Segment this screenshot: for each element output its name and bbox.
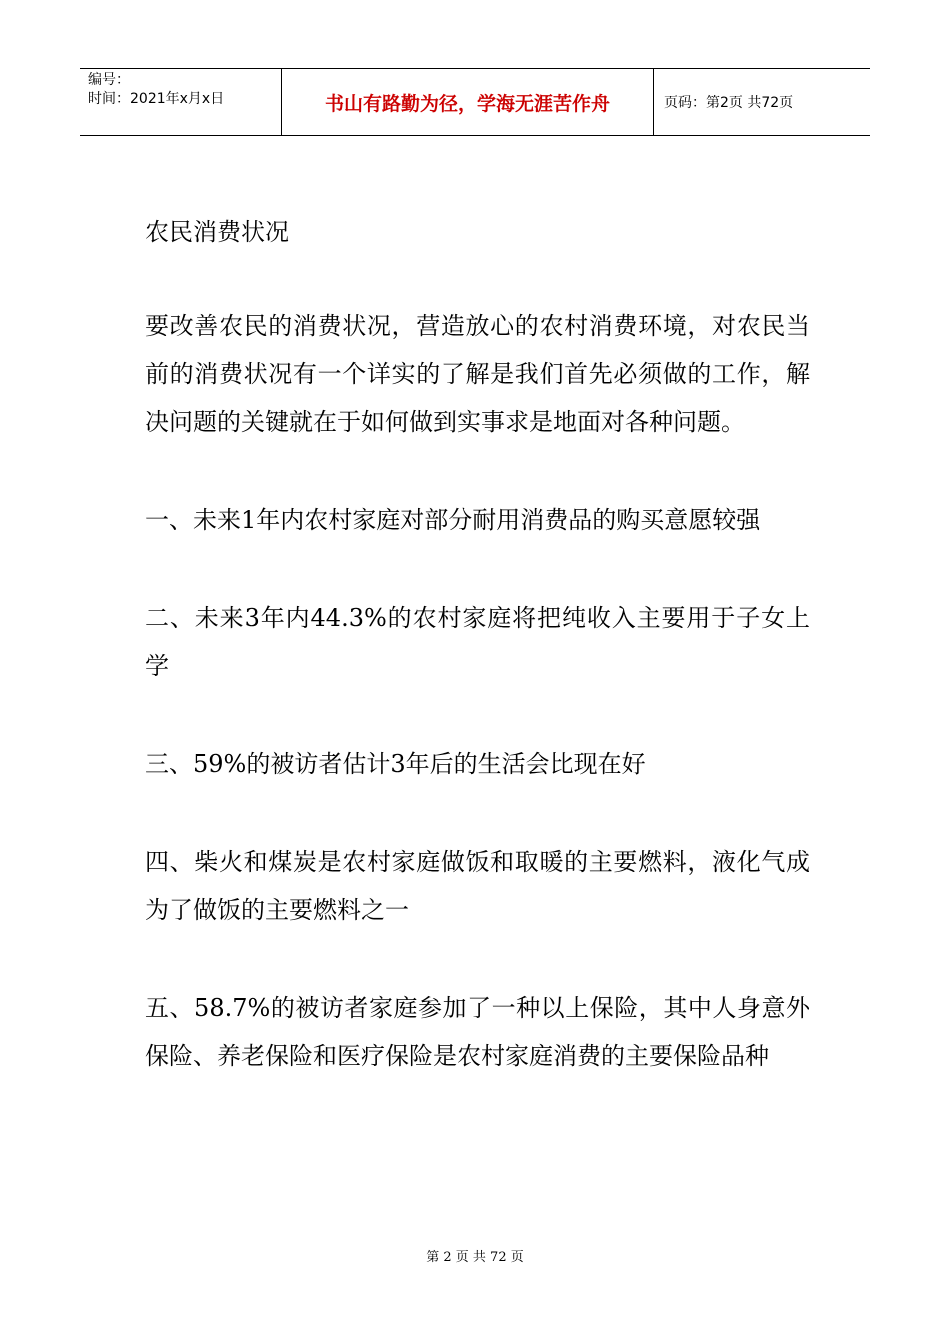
intro-paragraph: 要改善农民的消费状况，营造放心的农村消费环境，对农民当前的消费状况有一个详实的了解是我们首先必须做的工作，解决问题的关键就在于如何做到实事求是地面对各种问题。 [145,312,810,436]
list-item: 三、59%的被访者估计3年后的生活会比现在好 [145,750,646,778]
time-label: 时间：2021年x月x日 [88,91,225,107]
number-label: 编号： [88,72,130,88]
header-motto: 书山有路勤为径，学海无涯苦作舟 [282,69,654,135]
header-meta [80,69,282,135]
document-title: 农民消费状况 [145,218,289,246]
list-item: 五、58.7%的被访者家庭参加了一种以上保险，其中人身意外保险、养老保险和医疗保险是农村家庭消费的主要保险品种 [145,994,810,1070]
list-item: 四、柴火和煤炭是农村家庭做饭和取暖的主要燃料，液化气成为了做饭的主要燃料之一 [145,848,810,924]
page-footer: 第 2 页 共 72 页 [426,1250,524,1265]
list-item: 二、未来3年内44.3%的农村家庭将把纯收入主要用于子女上学 [145,604,810,680]
header-page-info: 页码：第2页 共72页 [664,95,794,111]
page-header [80,68,870,136]
list-item: 一、未来1年内农村家庭对部分耐用消费品的购买意愿较强 [145,506,761,534]
document-body [145,208,810,1130]
